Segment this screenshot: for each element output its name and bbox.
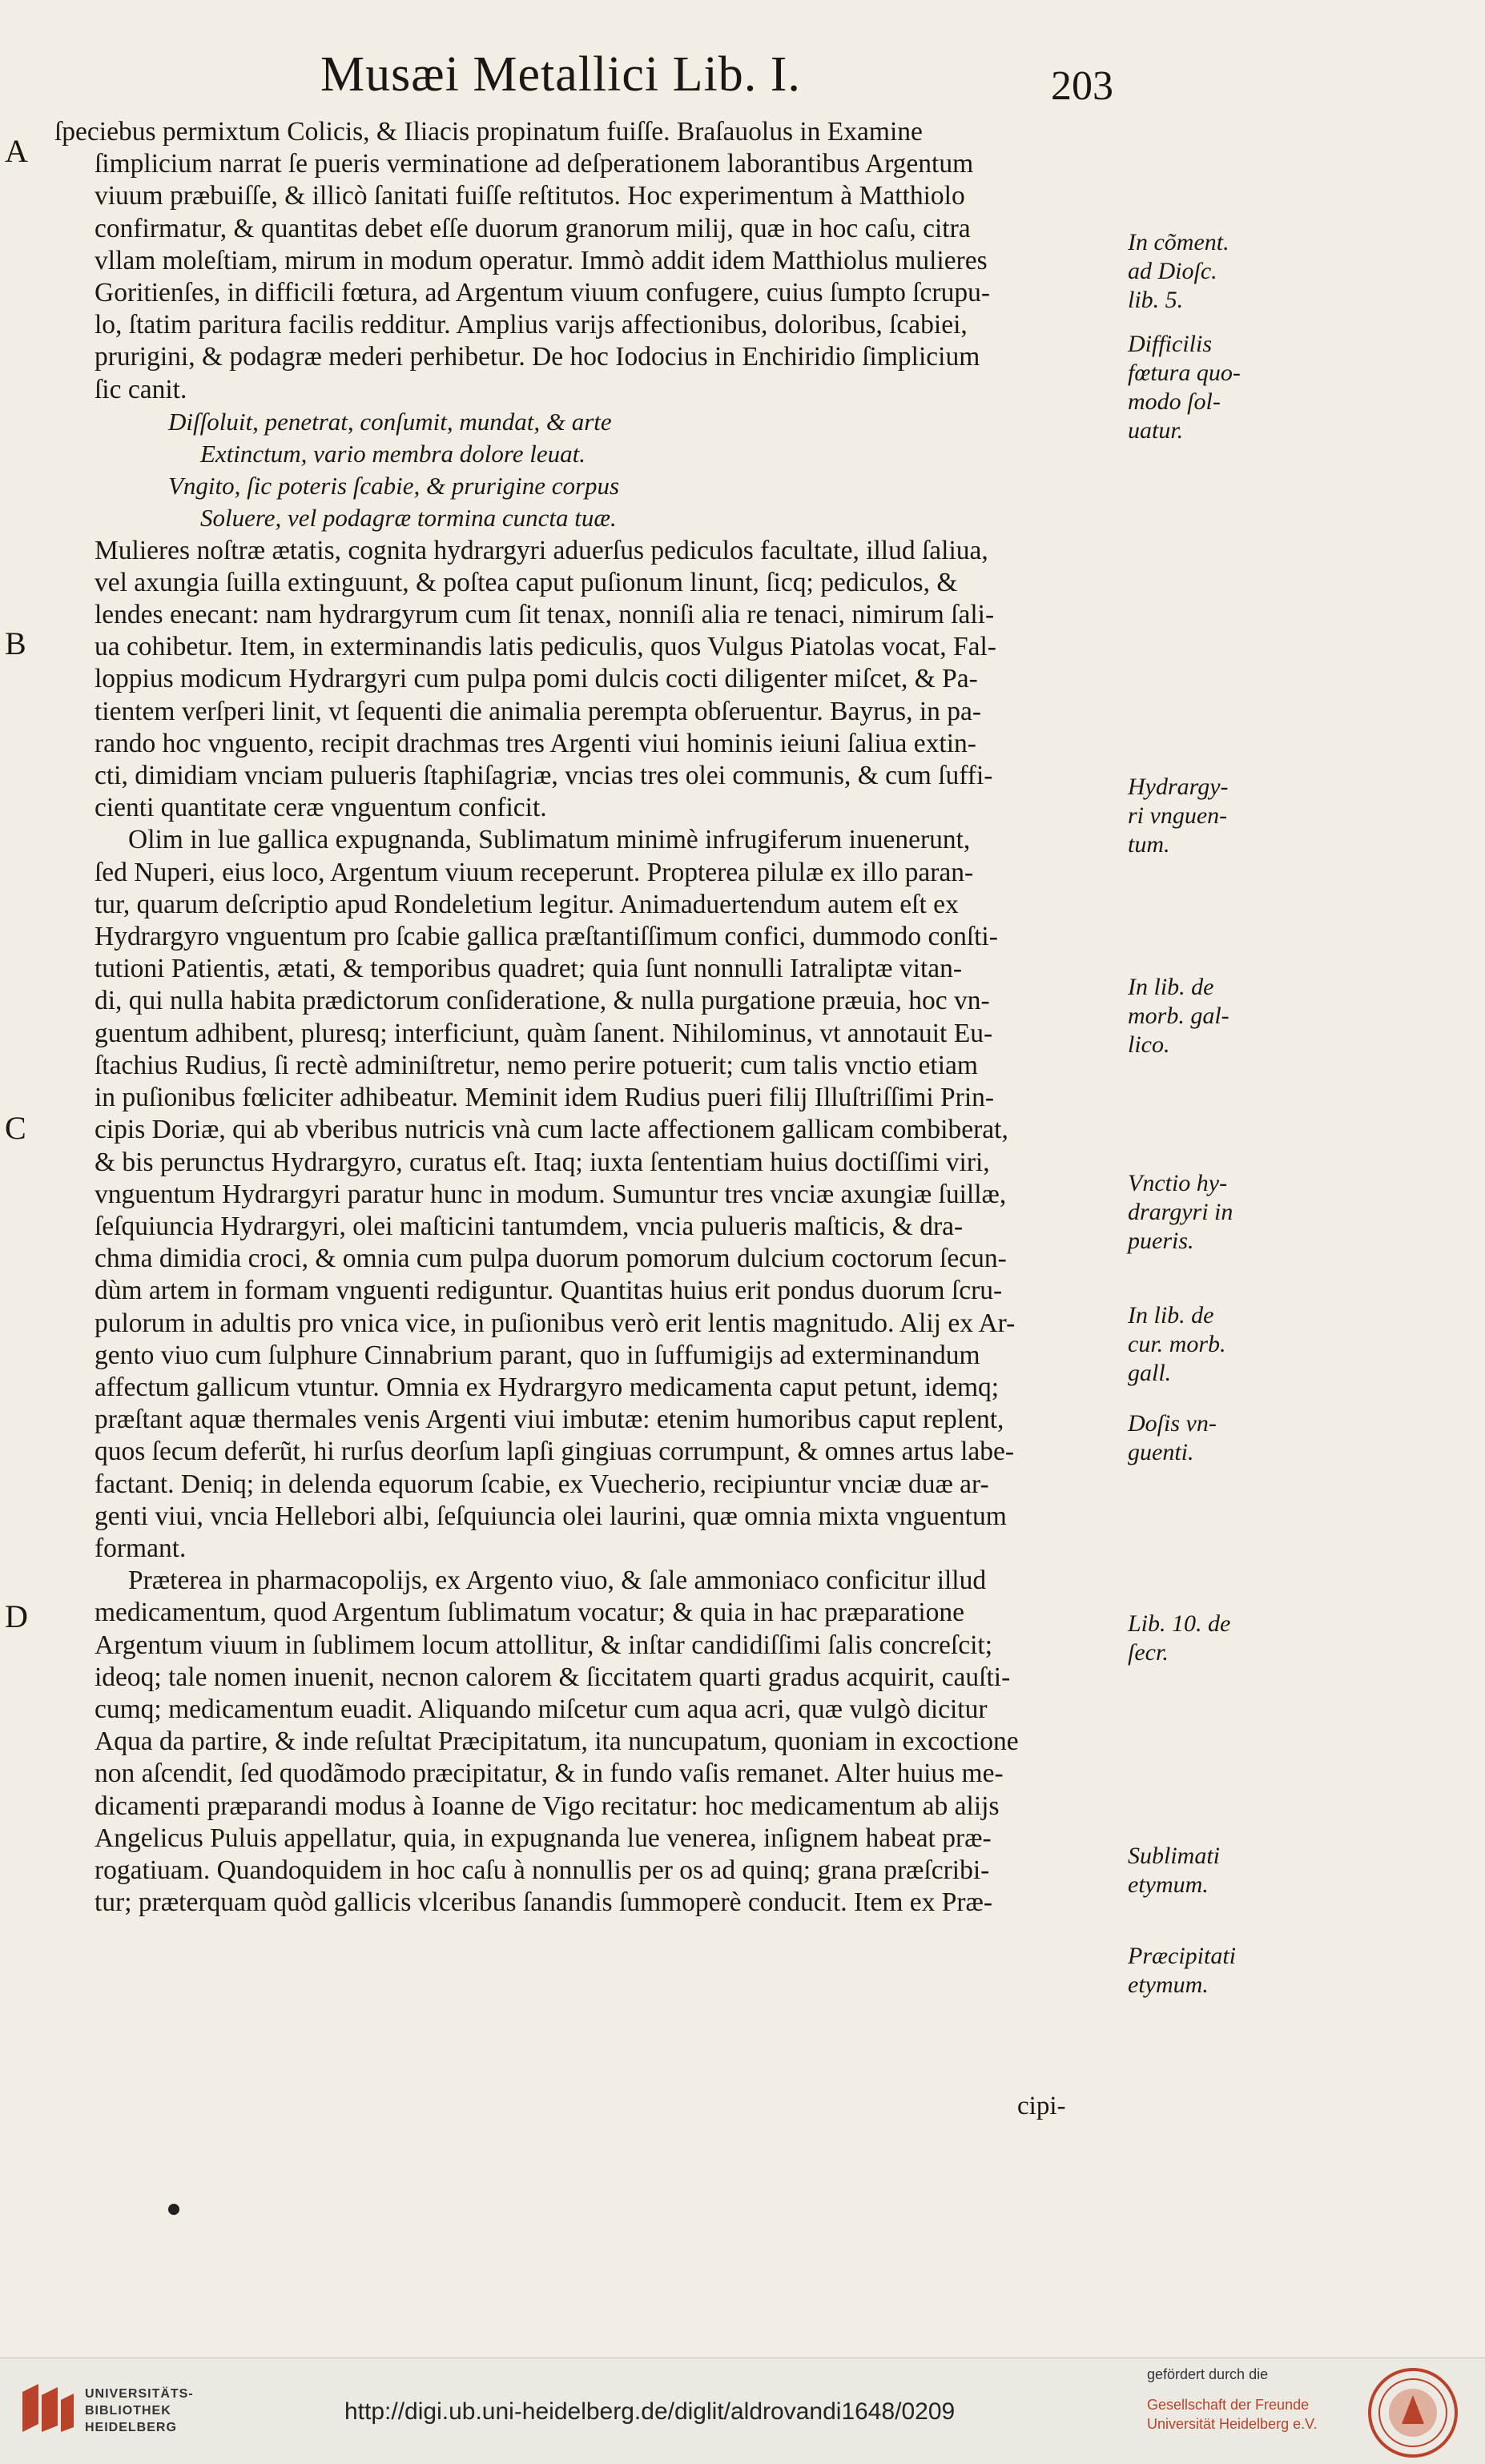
text-line: Angelicus Puluis appellatur, quia, in expugnanda lue venerea, inſignem habeat præ- (95, 1823, 992, 1853)
text-line: pulorum in adultis pro vnica vice, in puſionibus verò erit lentis magnitudo. Alij ex Ar- (95, 1308, 1016, 1338)
text-line: Præterea in pharmacopolijs, ex Argento viuo, & ſale ammoniaco conficitur illud (128, 1566, 987, 1596)
text-line: tutioni Patientis, ætati, & temporibus quadret; quia ſunt nonnulli Iatraliptæ vitan- (95, 954, 963, 984)
text-line: quos ſecum deferũt, hi rurſus deorſum lapſi gingiuas corrumpunt, & omnes artus labe- (95, 1437, 1015, 1467)
verse-line: Vngito, ſic poteris ſcabie, & prurigine corpus (168, 472, 620, 500)
margin-note-unction: Vnctio hy- drargyri in pueris. (1128, 1170, 1233, 1254)
text-line: præſtant aquæ thermales venis Argenti viui imbutæ: etenim humoribus caput replent, (95, 1405, 1004, 1435)
text-line: tur; præterquam quòd gallicis vlceribus ſanandis ſummoperè conducit. Item ex Præ- (95, 1887, 993, 1918)
text-line: & bis perunctus Hydrargyro, curatus eſt. Itaq; iuxta ſententiam huius doctiſſimi viri, (95, 1147, 990, 1177)
text-line: lendes enecant: nam hydrargyrum cum ſit tenax, nonniſi alia re tenaci, nimirum ſali- (95, 600, 995, 630)
text-line: cti, dimidiam vnciam pulueris ſtaphiſagriæ, vncias tres olei communis, & cum ſuffi- (95, 761, 993, 791)
text-line: gento viuo cum ſulphure Cinnabrium parant, quo in ſuffumigijs ad exterminandum (95, 1340, 980, 1370)
text-line: Goritienſes, in difficili fœtura, ad Argentum viuum confugere, cuius ſumpto ſcrupu- (95, 278, 990, 308)
text-line: chma dimidia croci, & omnia cum pulpa duorum pomorum dulcium coctorum ſecun- (95, 1244, 1007, 1274)
running-header (0, 46, 1485, 119)
footer-bar (0, 2357, 1485, 2464)
text-line: non aſcendit, ſed quodãmodo præcipitatur, & in fundo vaſis remanet. Alter huius me- (95, 1759, 1004, 1789)
text-line: di, qui nulla habita prædictorum conſideratione, & nulla purgatione præuia, hoc vn- (95, 986, 990, 1016)
verse-line: Diſſoluit, penetrat, conſumit, mundat, & arte (168, 407, 612, 436)
text-line: Olim in lue gallica expugnanda, Sublimatum minimè infrugiferum inuenerunt, (128, 825, 971, 855)
text-line: lo, ſtatim paritura facilis redditur. Amplius varijs affectionibus, doloribus, ſcabiei, (95, 310, 968, 340)
text-line: cumq; medicamentum euadit. Aliquando miſcetur cum aqua acri, quæ vulgò dicitur (95, 1694, 988, 1724)
text-line: ſimplicium narrat ſe pueris verminatione ad deſperationem laborantibus Argentum (95, 149, 974, 179)
library-logo-icon (14, 2376, 78, 2440)
text-line: in puſionibus fœliciter adhibeatur. Meminit idem Rudius pueri filij Illuſtriſſimi Prin- (95, 1083, 995, 1113)
verse-line: Extinctum, vario membra dolore leuat. (200, 440, 586, 468)
text-line: vel axungia ſuilla extinguunt, & poſtea caput puſionum linunt, ſicq; pediculos, & (95, 567, 958, 597)
text-line: Aqua da partire, & inde reſultat Præcipitatum, ita nuncupatum, quoniam in excoctione (95, 1726, 1019, 1757)
paragraph-4 (40, 1565, 1113, 1919)
university-seal-icon (1368, 2368, 1458, 2458)
text-line: ſed Nuperi, eius loco, Argentum viuum receperunt. Propterea pilulæ ex illo paran- (95, 857, 974, 887)
paragraph-3 (40, 824, 1113, 1565)
funded-by-label: gefördert durch die (1147, 2366, 1269, 2382)
ink-dot (168, 2204, 179, 2215)
margin-note-sublimate: Sublimati etymum. (1128, 1843, 1221, 1898)
text-line: guentum adhibent, pluresq; interficiunt, quàm ſanent. Nihilominus, vt annotauit Eu- (95, 1018, 993, 1048)
permalink-url[interactable]: http://digi.ub.uni-heidelberg.de/diglit/aldrovandi1648/0209 (344, 2398, 956, 2425)
text-line: cienti quantitate ceræ vnguentum conficit. (95, 793, 547, 823)
text-line: ſic canit. (95, 374, 187, 404)
text-line: dicamenti præparandi modus à Ioanne de Vigo recitatur: hoc medicamentum ab alijs (95, 1791, 1000, 1821)
text-line: prurigini, & podagræ mederi perhibetur. De hoc Iodocius in Enchiridio ſimplicium (95, 342, 980, 372)
verse-block (40, 406, 1113, 535)
text-line: ſtachius Rudius, ſi rectè adminiſtretur, nemo perire potuerit; cum talis vnctio etiam (95, 1050, 978, 1080)
margin-note-gallic-disease: In lib. de morb. gal- lico. (1128, 974, 1229, 1058)
text-line: genti viui, vncia Hellebori albi, ſeſquiuncia olei laurini, quæ omnia mixta vnguentum (95, 1501, 1007, 1531)
text-line: cipis Doriæ, qui ab vberibus nutricis vnà cum lacte affectionem gallicam combiberat, (95, 1115, 1008, 1145)
library-name: UNIVERSITÄTS- BIBLIOTHEK HEIDELBERG (85, 2387, 194, 2434)
margin-note-secrets: Lib. 10. de ſecr. (1128, 1610, 1231, 1666)
text-line: Mulieres noſtræ ætatis, cognita hydrargyri aduerſus pediculos facultate, illud ſaliua, (95, 535, 988, 565)
text-line: Argentum viuum in ſublimem locum attollitur, & inſtar candidiſſimi ſalis concreſcit; (95, 1630, 993, 1660)
text-line: ideoq; tale nomen inuenit, necnon calorem & ſiccitatem quarti gradus acquirit, cauſti- (95, 1662, 1011, 1692)
page-number: 203 (1051, 63, 1113, 109)
text-line: medicamentum, quod Argentum ſublimatum vocatur; & quia in hac præparatione (95, 1598, 965, 1628)
text-line: dùm artem in formam vnguenti rediguntur. Quantitas huius erit pondus duorum ſcru- (95, 1276, 1003, 1306)
catchword: cipi- (1017, 2092, 1066, 2120)
text-line: factant. Deniq; in delenda equorum ſcabie, ex Vuecherio, recipiuntur vnciæ duæ ar- (95, 1469, 989, 1499)
text-line: ſpeciebus permixtum Colicis, & Iliacis propinatum fuiſſe. Braſauolus in Examine (54, 117, 923, 147)
paragraph-2 (40, 535, 1113, 825)
text-line: formant. (95, 1533, 187, 1563)
text-line: tientem verſperi linit, vt ſequenti die animalia perempta obſeruentur. Bayrus, in pa- (95, 696, 982, 726)
text-line: ſeſquiuncia Hydrargyri, olei maſticini tantumdem, vncia pulueris maſticis, & dra- (95, 1211, 964, 1241)
margin-note-difficult-birth: Difficilis fœtura quo- modo ſol- uatur. (1128, 331, 1241, 444)
section-marker-d: D (5, 1598, 28, 1634)
text-line: Hydrargyro vnguentum pro ſcabie gallica præſtantiſſimum confici, dummodo conſti- (95, 922, 998, 952)
text-line: loppius modicum Hydrargyri cum pulpa pomi dulcis cocti diligenter miſcet, & Pa- (95, 664, 978, 694)
text-line: confirmatur, & quantitas debet eſſe duorum granorum milij, quæ in hoc caſu, citra (95, 213, 971, 243)
margin-note-ointment: Hydrargy- ri vnguen- tum. (1128, 774, 1229, 858)
text-line: vllam moleſtiam, mirum in modum operatur. Immò addit idem Matthiolus mulieres (95, 245, 988, 275)
text-line: ua cohibetur. Item, in exterminandis latis pediculis, quos Vulgus Piatolas vocat, Fal- (95, 632, 996, 662)
society-name: Gesellschaft der Freunde Universität Heidelberg e.V. (1147, 2397, 1318, 2432)
text-line: tur, quarum deſcriptio apud Rondeletium legitur. Animaduertendum autem eſt ex (95, 889, 959, 919)
margin-note-precipitate: Præcipitati etymum. (1128, 1943, 1236, 1998)
paragraph-1 (40, 116, 1113, 406)
text-line: affectum gallicum vtuntur. Omnia ex Hydrargyro medicamenta caput petunt, idemq; (95, 1372, 1000, 1402)
text-line: vnguentum Hydrargyri paratur hunc in modum. Sumuntur tres vnciæ axungiæ ſuillæ, (95, 1179, 1007, 1209)
text-line: rando hoc vnguento, recipit drachmas tres Argenti viui hominis ieiuni ſaliua extin- (95, 728, 976, 758)
verse-line: Soluere, vel podagræ tormina cuncta tuæ. (200, 504, 617, 533)
running-title: Musæi Metallici Lib. I. (320, 47, 801, 102)
section-marker-a: A (5, 133, 28, 169)
section-marker-c: C (5, 1110, 26, 1146)
main-text (40, 116, 1113, 1919)
margin-note-comment: In cõment. ad Dioſc. lib. 5. (1128, 229, 1229, 313)
text-line: rogatiuam. Quandoquidem in hoc caſu à nonnullis per os ad quinq; grana præſcribi- (95, 1855, 990, 1885)
margin-note-dose: Doſis vn- guenti. (1128, 1410, 1217, 1465)
margin-note-cure: In lib. de cur. morb. gall. (1128, 1302, 1226, 1386)
section-marker-b: B (5, 625, 26, 661)
text-line: viuum præbuiſſe, & illicò ſanitati fuiſſe reſtitutos. Hoc experimentum à Matthiolo (95, 181, 965, 211)
